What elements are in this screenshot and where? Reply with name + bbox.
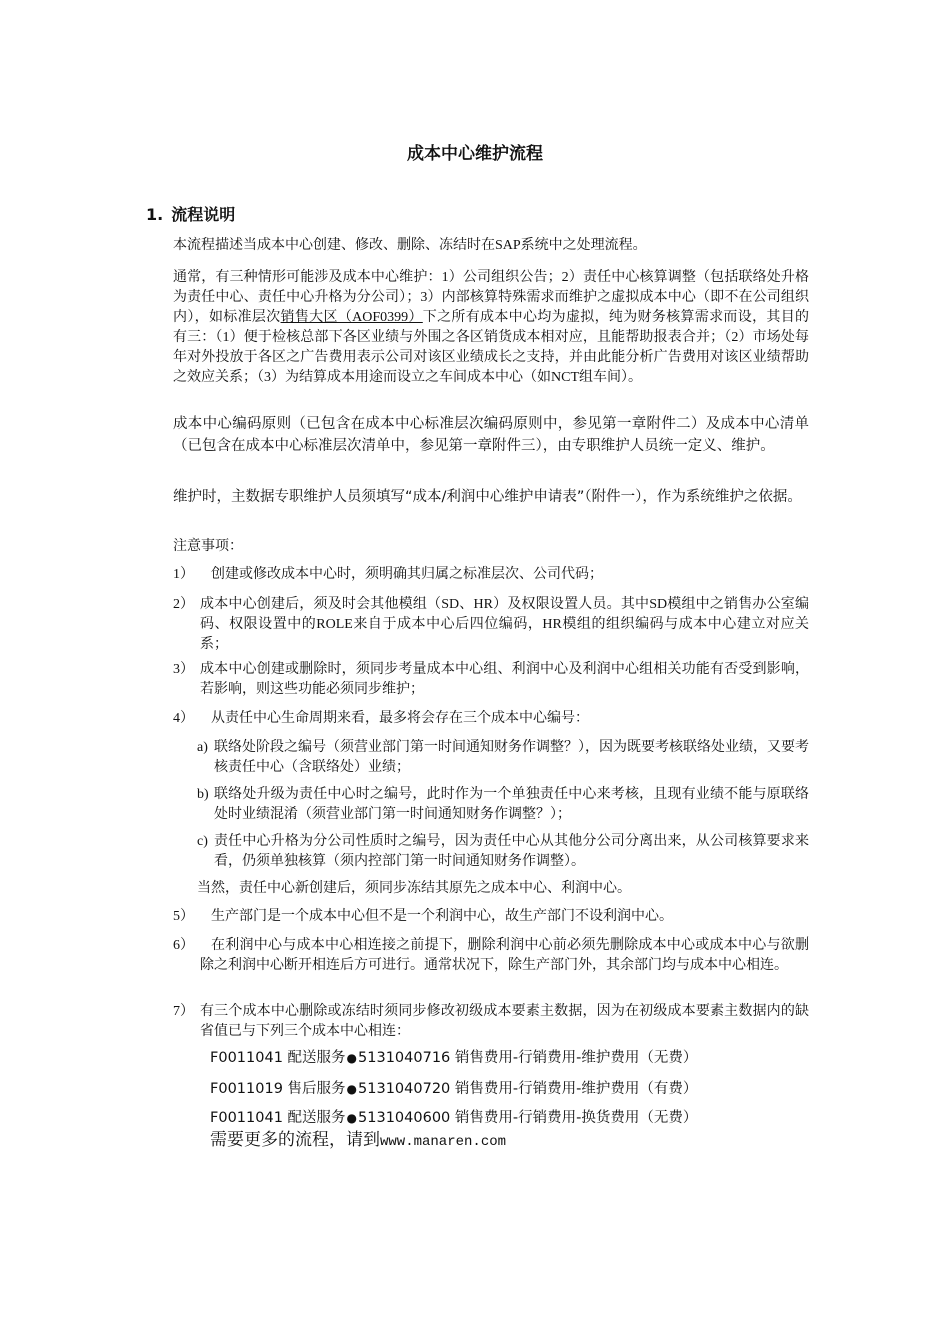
gl-account: 5131040600 [358, 1110, 451, 1126]
gl-account: 5131040716 [358, 1050, 451, 1066]
note-item [173, 660, 809, 700]
note-item [173, 1002, 809, 1042]
gl-description: 销售费用-行销费用-换货费用（无费） [454, 1110, 698, 1126]
bullet-icon: ● [346, 1111, 358, 1125]
maintenance-form-paragraph: 维护时，主数据专职维护人员须填写“成本/利润中心维护申请表”（附件一），作为系统维护之依据。 [173, 489, 802, 505]
cost-center-mapping [210, 1107, 697, 1129]
note-item [173, 565, 809, 585]
sub-item-text: 联络处升级为责任中心时之编号，此时作为一个单独责任中心来考核，且现有业绩不能与原联络处时业绩混淆（须营业部门第一时间通知财务作调整？）； [214, 787, 809, 822]
sub-item-text: 责任中心升格为分公司性质时之编号，因为责任中心从其他分公司分离出来，从公司核算要求来看，仍须单独核算（须内控部门第一时间通知财务作调整）。 [214, 834, 809, 869]
cost-center-mapping [210, 1078, 697, 1100]
note-text: 从责任中心生命周期来看，最多将会存在三个成本中心编号： [211, 711, 589, 726]
section-number: 1. [146, 205, 164, 224]
sales-region-reference: 销售大区（AOF0399） [280, 310, 423, 325]
note-marker: 2） [173, 597, 194, 612]
cost-center-name: 售后服务 [287, 1081, 346, 1097]
website-link[interactable]: www.manaren.com [380, 1134, 507, 1150]
cost-center-mapping [210, 1047, 697, 1069]
note-text: 有三个成本中心删除或冻结时须同步修改初级成本要素主数据，因为在初级成本要素主数据内的缺省值已与下列三个成本中心相连： [200, 1004, 809, 1039]
sub-item [197, 785, 809, 825]
note-marker: 4） [173, 711, 194, 726]
gl-description: 销售费用-行销费用-维护费用（有费） [454, 1081, 698, 1097]
sub-item-marker: a) [197, 740, 208, 755]
document-title: 成本中心维护流程 [407, 144, 543, 164]
cost-center-name: 配送服务 [287, 1110, 346, 1126]
bullet-icon: ● [346, 1051, 358, 1065]
intro-paragraph: 本流程描述当成本中心创建、修改、删除、冻结时在SAP系统中之处理流程。 [173, 238, 647, 253]
note-item [173, 936, 809, 976]
cost-center-code: F0011019 [210, 1081, 283, 1097]
note-text: 生产部门是一个成本中心但不是一个利润中心，故生产部门不设利润中心。 [211, 909, 673, 924]
more-processes-line [210, 1128, 506, 1154]
sub-item [197, 832, 809, 872]
note-item [173, 907, 809, 927]
note-marker: 1） [173, 567, 194, 582]
note-item [173, 595, 809, 655]
bullet-icon: ● [346, 1082, 358, 1096]
note-item [173, 709, 809, 729]
cost-center-code: F0011041 [210, 1110, 283, 1126]
more-processes-text: 需要更多的流程，请到 [210, 1130, 380, 1150]
coding-principle-paragraph: 成本中心编码原则（已包含在成本中心标准层次编码原则中，参见第一章附件二）及成本中心清单（已包含在成本中心标准层次清单中，参见第一章附件三），由专职维护人员统一定义、维护。 [173, 416, 809, 454]
note-text: 创建或修改成本中心时，须明确其归属之标准层次、公司代码； [211, 567, 603, 582]
sub-item-marker: c) [197, 834, 208, 849]
gl-account: 5131040720 [358, 1081, 451, 1097]
note-marker: 5） [173, 909, 194, 924]
note-text: 成本中心创建或删除时，须同步考量成本中心组、利润中心及利润中心组相关功能有否受到影响，若影响，则这些功能必须同步维护； [200, 662, 809, 697]
note-marker: 3） [173, 662, 194, 677]
note-marker: 6） [173, 938, 194, 953]
scenario-paragraph [173, 268, 809, 388]
scenario-text-after: 下之所有成本中心均为虚拟，纯为财务核算需求而设，其目的有三：（1）便于检核总部下各区业绩与外围之各区销货成本相对应，且能帮助报表合并；（2）市场处每年对外投放于各区之广告费用表示公司对该区业绩成长之支持，并由此能分析广告费用对该区业绩帮助之效应关系；（3）为结算成本用途而设立之车间成本中心（如NCT组车间）。 [173, 310, 810, 385]
sub-note: 当然，责任中心新创建后，须同步冻结其原先之成本中心、利润中心。 [197, 881, 631, 896]
section-heading [146, 202, 235, 225]
sub-item-marker: b) [197, 787, 209, 802]
sub-item-text: 联络处阶段之编号（须营业部门第一时间通知财务作调整？），因为既要考核联络处业绩，又要考核责任中心（含联络处）业绩； [214, 740, 809, 775]
note-marker: 7） [173, 1004, 194, 1019]
scenario-text-before: 通常，有三种情形可能涉及成本中心维护：1）公司组织公告；2）责任中心核算调整（包括联络处升格为责任中心、责任中心升格为分公司）；3）内部核算特殊需求而维护之虚拟成本中心（即不在公司组织内），如标准层次 [173, 270, 809, 325]
note-text: 成本中心创建后，须及时会其他模组（SD、HR）及权限设置人员。其中SD模组中之销售办公室编码、权限设置中的ROLE来自于成本中心后四位编码，HR模组的组织编码与成本中心建立对应关系； [200, 597, 809, 652]
section-title: 流程说明 [171, 205, 236, 224]
cost-center-code: F0011041 [210, 1050, 283, 1066]
gl-description: 销售费用-行销费用-维护费用（无费） [454, 1050, 698, 1066]
note-text: 在利润中心与成本中心相连接之前提下，删除利润中心前必须先删除成本中心或成本中心与欲删除之利润中心断开相连后方可进行。通常状况下，除生产部门外，其余部门均与成本中心相连。 [200, 938, 809, 973]
sub-item [197, 738, 809, 778]
cost-center-name: 配送服务 [287, 1050, 346, 1066]
notes-label: 注意事项： [173, 539, 243, 554]
